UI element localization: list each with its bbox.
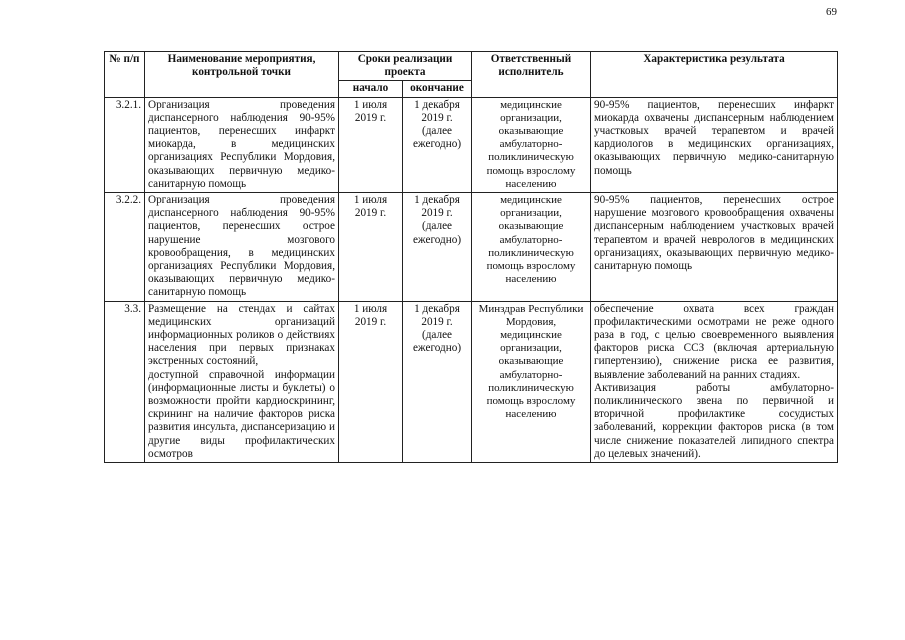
result-paragraph: обеспечение охвата всех граждан профилактическими осмотрами не реже одного раза в год, с целью своевременного выявления факторов риска ССЗ (включая артериальную гипертензию), снижение риска ее развития, выявление заболеваний на ранних стадиях. xyxy=(594,302,834,381)
end-date: 1 декабря 2019 г. (далее ежегодно) xyxy=(403,193,472,302)
header-start: начало xyxy=(339,81,403,97)
row-number: 3.3. xyxy=(105,301,145,462)
header-period: Сроки реализации проекта xyxy=(339,52,472,81)
responsible-executor: медицинские организации, оказывающие амбулаторно-поликлиническую помощь взрослому населению xyxy=(472,97,591,192)
table-row xyxy=(105,97,838,192)
activity-name xyxy=(145,301,339,462)
start-date: 1 июля 2019 г. xyxy=(339,301,403,462)
activities-table xyxy=(104,51,838,463)
header-result: Характеристика результата xyxy=(591,52,838,98)
end-date: 1 декабря 2019 г. (далее ежегодно) xyxy=(403,301,472,462)
header-responsible: Ответственный исполнитель xyxy=(472,52,591,98)
table-row xyxy=(105,301,838,462)
row-number: 3.2.2. xyxy=(105,193,145,302)
end-date: 1 декабря 2019 г. (далее ежегодно) xyxy=(403,97,472,192)
activity-name: Организация проведения диспансерного наблюдения 90-95% пациентов, перенесших острое нарушение мозгового кровообращения, в медицинских организациях Республики Мордовия, оказывающих первичную медико-санитарную помощь xyxy=(145,193,339,302)
result-paragraph: 90-95% пациентов, перенесших острое нарушение мозгового кровообращения охвачены диспансерным наблюдением участковых врачей терапевтом и врачей неврологов в медицинских организациях, оказывающих первичную медико-санитарную помощь xyxy=(594,194,834,273)
page-number: 69 xyxy=(826,6,837,18)
result-description xyxy=(591,193,838,302)
header-row xyxy=(105,52,838,81)
start-date: 1 июля 2019 г. xyxy=(339,97,403,192)
activity-name-part: Размещение на стендах и сайтах медицинских организаций информационных роликов о действиях населения при первых признаках экстренных состояний, xyxy=(148,302,335,368)
result-description xyxy=(591,301,838,462)
row-number: 3.2.1. xyxy=(105,97,145,192)
result-description xyxy=(591,97,838,192)
table-row xyxy=(105,193,838,302)
activity-name: Организация проведения диспансерного наблюдения 90-95% пациентов, перенесших инфаркт миокарда, в медицинских организациях Республики Мордовия, оказывающих первичную медико-санитарную помощь xyxy=(145,97,339,192)
header-num: № п/п xyxy=(105,52,145,98)
header-end: окончание xyxy=(403,81,472,97)
result-paragraph: Активизация работы амбулаторно-поликлинического звена по первичной и вторичной профилактике сосудистых заболеваний, коррекции факторов риска (в том числе снижение показателей липидного спектра до целевых значений). xyxy=(594,381,834,460)
header-name: Наименование мероприятия, контрольной точки xyxy=(145,52,339,98)
responsible-executor: медицинские организации, оказывающие амбулаторно-поликлиническую помощь взрослому населению xyxy=(472,193,591,302)
activity-name-part: доступной справочной информации (информационные листы и буклеты) о возможности пройти кардиоскрининг, скрининг на наличие факторов риска развития инсульта, диспансеризацию и другие виды профилактических осмотров xyxy=(148,368,335,460)
result-paragraph: 90-95% пациентов, перенесших инфаркт миокарда охвачены диспансерным наблюдением участковых врачей терапевтом и врачей кардиологов в медицинских организациях, оказывающих первичную медико-санитарную помощь xyxy=(594,98,834,177)
responsible-executor: Минздрав Республики Мордовия, медицинские организации, оказывающие амбулаторно-поликлиническую помощь взрослому населению xyxy=(472,301,591,462)
start-date: 1 июля 2019 г. xyxy=(339,193,403,302)
